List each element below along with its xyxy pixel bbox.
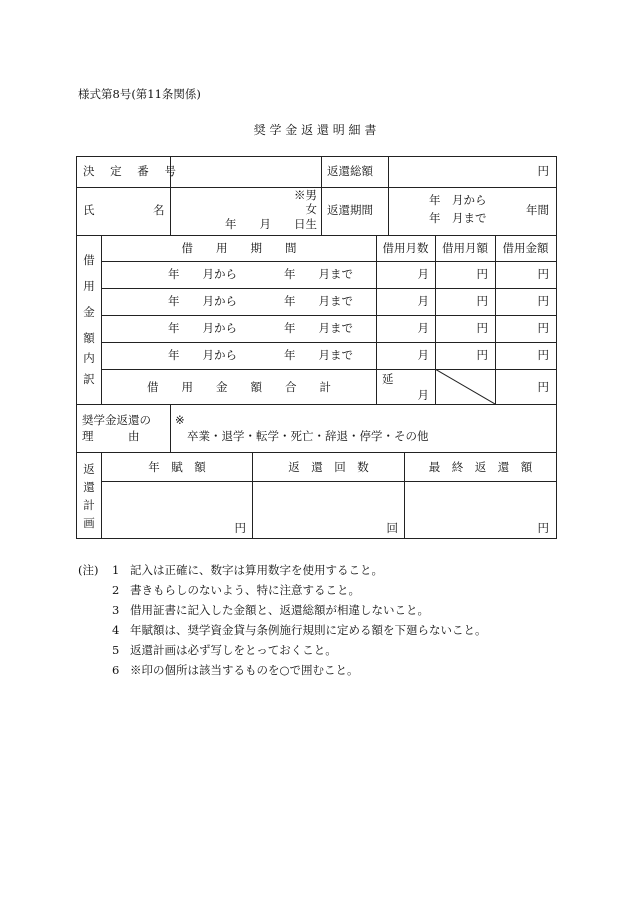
header-monthly-amount: 借用月額 xyxy=(442,241,488,255)
birth-date-field: 年 月 日生 xyxy=(225,217,317,231)
row4-amount: 円 xyxy=(537,348,549,362)
decision-number-label: 決 定 番 号 xyxy=(83,164,182,178)
borrowing-breakdown-table xyxy=(76,235,557,405)
row1-to: 年 月まで xyxy=(284,267,353,281)
row3-to: 年 月まで xyxy=(284,321,353,335)
sex-male-option: ※男 xyxy=(294,188,317,202)
list-item xyxy=(78,580,487,600)
period-to: 年 月まで xyxy=(429,211,487,225)
row1-monthly: 円 xyxy=(476,267,488,281)
row1-months: 月 xyxy=(417,267,429,281)
row4-from: 年 月から xyxy=(168,348,237,362)
breakdown-side-label-3: 金 xyxy=(83,305,95,319)
list-item xyxy=(78,600,487,620)
row2-to: 年 月まで xyxy=(284,294,353,308)
note-number: 2 xyxy=(112,583,120,597)
notes-section xyxy=(78,560,487,680)
plan-side-label-3: 計 xyxy=(83,498,95,512)
notes-heading: (注) xyxy=(78,563,99,577)
repayment-reason-table xyxy=(76,404,557,453)
note-number: 1 xyxy=(112,563,120,577)
reason-label-line1: 奨学金返還の xyxy=(82,413,151,427)
row2-amount: 円 xyxy=(537,294,549,308)
breakdown-side-label-6: 訳 xyxy=(83,372,95,386)
row2-from: 年 月から xyxy=(168,294,237,308)
total-amount-yen: 円 xyxy=(537,164,549,178)
form-number-label: 様式第8号(第11条関係) xyxy=(78,87,201,101)
sex-female-option: 女 xyxy=(305,202,317,216)
total-amount-label: 返還総額 xyxy=(327,164,373,178)
total-monthly-diagonal xyxy=(435,369,495,404)
row2-months: 月 xyxy=(417,294,429,308)
document-title: 奨 学 金 返 還 明 細 書 xyxy=(253,123,377,137)
reason-mark: ※ xyxy=(175,413,185,427)
reason-options: 卒業・退学・転学・死亡・辞退・停学・その他 xyxy=(187,429,429,443)
header-months: 借用月数 xyxy=(382,241,429,255)
note-text: 書きもらしのないよう、特に注意すること。 xyxy=(130,583,360,597)
row4-months: 月 xyxy=(417,348,429,362)
note-number: 4 xyxy=(112,623,120,637)
breakdown-side-label-2: 用 xyxy=(83,279,95,293)
header-annual-installment: 年 賦 額 xyxy=(148,460,206,474)
decision-number-field[interactable] xyxy=(171,157,321,187)
note-number: 3 xyxy=(112,603,120,617)
name-label-second: 名 xyxy=(153,203,165,217)
list-item xyxy=(78,620,487,640)
list-item xyxy=(78,560,487,580)
plan-side-label-4: 画 xyxy=(83,516,95,530)
list-item xyxy=(78,660,487,680)
final-amount-yen: 円 xyxy=(537,521,549,535)
note-text: ※印の個所は該当するものを○で囲むこと。 xyxy=(130,663,359,677)
header-borrowed-amount: 借用金額 xyxy=(502,241,549,255)
borrowing-total-label: 借 用 金 額 合 計 xyxy=(147,380,331,394)
annual-installment-yen: 円 xyxy=(234,521,246,535)
row3-months: 月 xyxy=(417,321,429,335)
period-from: 年 月から xyxy=(429,193,487,207)
plan-side-label-2: 還 xyxy=(83,480,95,494)
repayment-plan-table xyxy=(76,452,557,539)
period-years: 年間 xyxy=(526,203,549,217)
note-text: 年賦額は、奨学資金貸与条例施行規則に定める額を下廻らないこと。 xyxy=(130,623,487,637)
repayment-count-unit: 回 xyxy=(386,521,398,535)
row3-monthly: 円 xyxy=(476,321,488,335)
row1-from: 年 月から xyxy=(168,267,237,281)
row2-monthly: 円 xyxy=(476,294,488,308)
list-item xyxy=(78,640,487,660)
row4-monthly: 円 xyxy=(476,348,488,362)
note-text: 返還計画は必ず写しをとっておくこと。 xyxy=(130,643,337,657)
breakdown-side-label-1: 借 xyxy=(83,253,95,267)
note-text: 借用証書に記入した金額と、返還総額が相違しないこと。 xyxy=(130,603,429,617)
row1-amount: 円 xyxy=(537,267,549,281)
plan-side-label-1: 返 xyxy=(83,462,95,476)
name-label-first: 氏 xyxy=(83,203,95,217)
header-repayment-count: 返 還 回 数 xyxy=(288,460,369,474)
breakdown-side-label-5: 内 xyxy=(83,351,95,365)
reason-label-line2: 理 由 xyxy=(82,429,140,443)
total-months-unit: 月 xyxy=(417,388,429,402)
note-number: 5 xyxy=(112,643,120,657)
basic-info-table xyxy=(76,156,557,236)
row3-amount: 円 xyxy=(537,321,549,335)
total-months-prefix: 延 xyxy=(382,372,394,386)
row3-from: 年 月から xyxy=(168,321,237,335)
row4-to: 年 月まで xyxy=(284,348,353,362)
header-final-amount: 最 終 返 還 額 xyxy=(428,460,533,474)
header-borrowing-period: 借 用 期 間 xyxy=(181,241,297,255)
breakdown-side-label-4: 額 xyxy=(83,331,95,345)
note-number: 6 xyxy=(112,663,120,677)
total-amount-yen: 円 xyxy=(537,380,549,394)
note-text: 記入は正確に、数字は算用数字を使用すること。 xyxy=(130,563,383,577)
repayment-period-label: 返還期間 xyxy=(327,203,373,217)
